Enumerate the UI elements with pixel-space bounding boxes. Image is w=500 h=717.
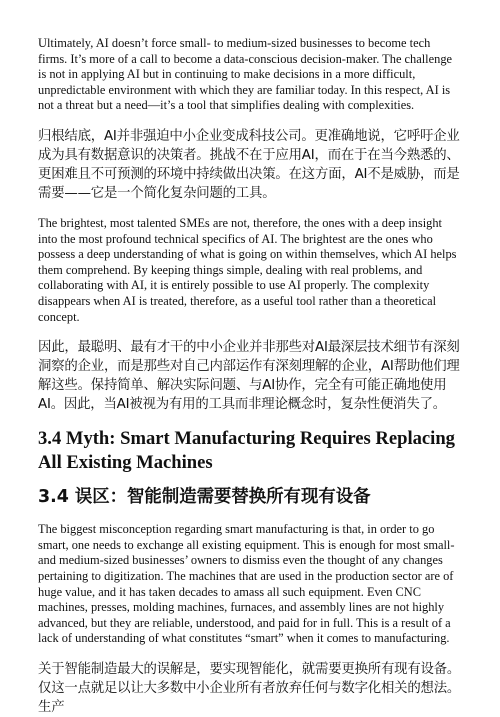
section-heading-en: 3.4 Myth: Smart Manufacturing Requires Replacing All Existing Machines (38, 428, 455, 473)
paragraph-en-2: The brightest, most talented SMEs are not, therefore, the ones with a deep insight into the most profound technical specifics of AI. The brightest are the ones who possess a deep understanding of what is going on within themselves, which AI helps them comprehend. By keeping things simple, dealing with real problems, and collaborating with AI, it is entirely possible to use AI properly. The complexity disappears when AI is treated, therefore, as a useful tool rather than a theoretical concept. (38, 215, 457, 324)
paragraph-zh-1: 归根结底，AI并非强迫中小企业变成科技公司。更准确地说，它呼吁企业成为具有数据意识的决策者。挑战不在于应用AI，而在于在当今熟悉的、更困难且不可预测的环境中持续做出决策。在这方面，AI不是威胁，而是需要——它是一个简化复杂问题的工具。 (38, 128, 460, 201)
document-page (38, 36, 462, 715)
paragraph-zh-2: 因此，最聪明、最有才干的中小企业并非那些对AI最深层技术细节有深刻洞察的企业，而是那些对自己内部运作有深刻理解的企业，AI帮助他们理解这些。保持简单、解决实际问题、与AI协作，完全有可能正确地使用AI。因此，当AI被视为有用的工具而非理论概念时，复杂性便消失了。 (38, 340, 460, 413)
paragraph-zh-3: 关于智能制造最大的误解是，要实现智能化，就需要更换所有现有设备。仅这一点就足以让大多数中小企业所有者放弃任何与数字化相关的想法。生产 (38, 661, 461, 715)
paragraph-en-3: The biggest misconception regarding smart manufacturing is that, in order to go smart, one needs to exchange all existing equipment. This is enough for most small- and medium-sized businesses’ owners to dismiss even the thought of any changes pertaining to digitization. The machines that are used in the production sector are of huge value, and it has taken decades to amass all such equipment. Even CNC machines, presses, molding machines, furnaces, and assembly lines are not highly advanced, but they are reliable, understood, and paid for in full. This is a result of a lack of understanding of what constitutes “smart” when it comes to manufacturing. (38, 522, 455, 646)
section-heading-zh: 3.4 误区：智能制造需要替换所有现有设备 (38, 487, 371, 508)
paragraph-en-1: Ultimately, AI doesn’t force small- to medium-sized businesses to become tech firms. It’s more of a call to become a data-conscious decision-maker. The challenge is not in applying AI but in continuing to make decisions in a more difficult, unpredictable environment with which they are familiar today. In this respect, AI is not a threat but a need—it’s a tool that simplifies dealing with complexities. (38, 36, 453, 113)
